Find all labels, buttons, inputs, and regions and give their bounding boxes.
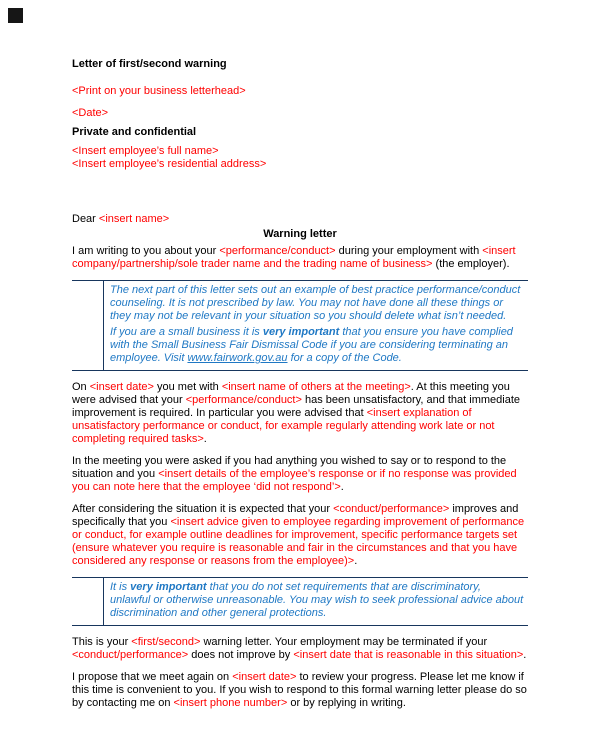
text-run: (the employer). (432, 258, 510, 270)
text-run: warning letter. Your employment may be terminated if your (200, 636, 488, 648)
text-run: <insert advice given to employee regarding improvement of performance or conduct, for example outline deadlines for improvement, specific performance targets set (ensure whatever you require is reasonable and fair in the circumstances and that you have considered any response or reasons from the employee)> (72, 516, 525, 567)
date-placeholder: <Date> (72, 107, 109, 119)
employee-address-placeholder: <Insert employee’s residential address> (72, 158, 267, 170)
text-run: . At this meeting you were advised that your (72, 381, 510, 406)
text-run: <conduct/performance> (333, 503, 450, 515)
text-run: If you are a small business it is (110, 326, 263, 338)
text-run: . (523, 649, 527, 661)
paragraph-response (72, 455, 528, 494)
text-run: <insert name> (98, 213, 170, 225)
text-run: <performance/conduct> (219, 245, 336, 257)
text-run: Dear (72, 213, 99, 225)
text-run: to review your progress. Please let me know if this time is convenient to you. If you wish to respond to this formal warning letter please do so by contacting me on (72, 671, 527, 709)
callout-box-discrimination (72, 577, 528, 626)
paragraph-expectation (72, 503, 528, 568)
text-run: <performance/conduct> (185, 394, 302, 406)
text-run: <conduct/performance> (72, 649, 189, 661)
hyperlink[interactable]: www.fairwork.gov.au (187, 352, 288, 364)
text-run: that you ensure you have complied with the Small Business Fair Dismissal Code if you are considering terminating an employee. Visit (110, 326, 513, 364)
text-run: After considering the situation it is expected that your (72, 503, 334, 515)
text-run: does not improve by (188, 649, 294, 661)
text-run: that you do not set requirements that are discriminatory, unlawful or otherwise unreasonable. You may wish to seek professional advice about discrimination and other general protections. (110, 581, 524, 619)
text-run: during your employment with (335, 245, 483, 257)
text-run: <first/second> (131, 636, 201, 648)
text-run: <insert explanation of unsatisfactory performance or conduct, for example regularly attending work late or not completing required tasks> (72, 407, 495, 445)
corner-marker (8, 8, 23, 23)
text-run: very important (130, 581, 207, 593)
text-run: <insert name of others at the meeting> (221, 381, 411, 393)
text-run: I am writing to you about your (72, 245, 220, 257)
text-run: you met with (153, 381, 222, 393)
callout-paragraph (110, 326, 524, 365)
paragraph-followup (72, 671, 528, 710)
callout-paragraph (110, 284, 524, 323)
paragraph-meeting (72, 381, 528, 446)
paragraph-intro (72, 245, 528, 271)
text-run: . (203, 433, 207, 445)
paragraph-warning (72, 636, 528, 662)
letter-title: Letter of first/second warning (72, 58, 227, 70)
callout-paragraph (110, 581, 524, 620)
text-run: very important (262, 326, 340, 338)
text-run: On (72, 381, 90, 393)
text-run: <insert date> (232, 671, 297, 683)
text-run: <insert details of the employee’s response or if no response was provided you can note here that the employee ‘did not respond’> (72, 468, 517, 493)
text-run: or by replying in writing. (287, 697, 406, 709)
text-run: This is your (72, 636, 132, 648)
text-run: <insert company/partnership/sole trader name and the trading name of business> (72, 245, 516, 270)
text-run: for a copy of the Code. (287, 352, 402, 364)
text-run: I propose that we meet again on (72, 671, 233, 683)
callout-box-best-practice (72, 280, 528, 371)
letterhead-placeholder: <Print on your business letterhead> (72, 85, 246, 97)
text-run: . (340, 481, 344, 493)
salutation-line (72, 213, 528, 226)
text-run: has been unsatisfactory, and that immediate improvement is required. In particular you were advised that (72, 394, 521, 419)
text-run: It is (110, 581, 131, 593)
text-run: In the meeting you were asked if you had anything you wished to say or to respond to the situation and you (72, 455, 507, 480)
text-run: improves and specifically that you (72, 503, 519, 528)
text-run: <insert phone number> (173, 697, 288, 709)
text-run: <insert date that is reasonable in this situation> (293, 649, 524, 661)
employee-name-placeholder: <Insert employee’s full name> (72, 145, 219, 157)
text-run: The next part of this letter sets out an example of best practice performance/conduct counseling. It is not prescribed by law. You may not have done all these things or they may not be relevant in your situation so you should delete what isn’t needed. (110, 284, 521, 322)
text-run: . (354, 555, 358, 567)
private-confidential-label: Private and confidential (72, 126, 197, 138)
text-run: <insert date> (89, 381, 154, 393)
subject-line: Warning letter (263, 228, 337, 240)
